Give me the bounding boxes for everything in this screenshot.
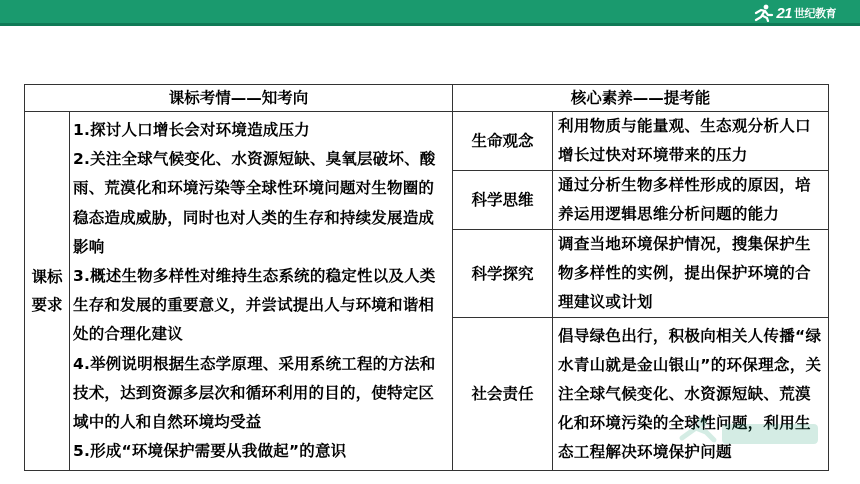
requirements-label-line2: 要求 (31, 296, 63, 315)
watermark-logo-icon (676, 414, 826, 452)
requirement-item: 5.形成“环境保护需要从我做起”的意识 (73, 442, 347, 461)
requirement-item: 4.举例说明根据生态学原理、采用系统工程的方法和技术，达到资源多层次和循环利用的目的，使特定区域中的人和自然环境均受益 (73, 354, 436, 432)
top-banner (0, 0, 860, 26)
logo-number: 21 (776, 4, 792, 22)
description-cell: 通过分析生物多样性形成的原因，培养运用逻辑思维分析问题的能力 (553, 171, 829, 230)
requirement-item: 1.探讨人口增长会对环境造成压力 (73, 121, 310, 139)
runner-icon (752, 4, 774, 22)
banner-stripe (0, 23, 860, 26)
category-cell: 生命观念 (453, 112, 553, 171)
requirements-label (25, 112, 70, 471)
description-cell: 调查当地环境保护情况，搜集保护生物多样性的实例，提出保护环境的合理建议或计划 (553, 230, 829, 318)
requirements-label-line1: 课标 (31, 268, 63, 287)
header-row (25, 85, 829, 112)
requirements-list (70, 112, 453, 471)
logo-name: 世纪教育 (794, 8, 836, 20)
brand-logo[interactable] (752, 3, 836, 23)
requirement-item: 2.关注全球气候变化、水资源短缺、臭氧层破坏、酸雨、荒漠化和环境污染等全球性环境问题对生物圈的稳态造成威胁，同时也对人类的生存和持续发展造成影响 (73, 150, 436, 256)
category-cell: 科学思维 (453, 171, 553, 230)
requirement-item: 3.概述生物多样性对维持生态系统的稳定性以及人类生存和发展的重要意义，并尝试提出人与环境和谐相处的合理化建议 (73, 267, 436, 344)
description-cell: 倡导绿色出行，积极向相关人传播“绿水青山就是金山银山”的环保理念，关注全球气候变化、水资源短缺、荒漠化和环境污染的全球性问题，利用生态工程解决环境保护问题 (553, 318, 829, 471)
table-row (25, 112, 829, 171)
right-header: 核心素养——提考能 (453, 85, 829, 112)
left-header: 课标考情——知考向 (25, 85, 453, 112)
category-cell: 科学探究 (453, 230, 553, 318)
description-cell: 利用物质与能量观、生态观分析人口增长过快对环境带来的压力 (553, 112, 829, 171)
category-cell: 社会责任 (453, 318, 553, 471)
